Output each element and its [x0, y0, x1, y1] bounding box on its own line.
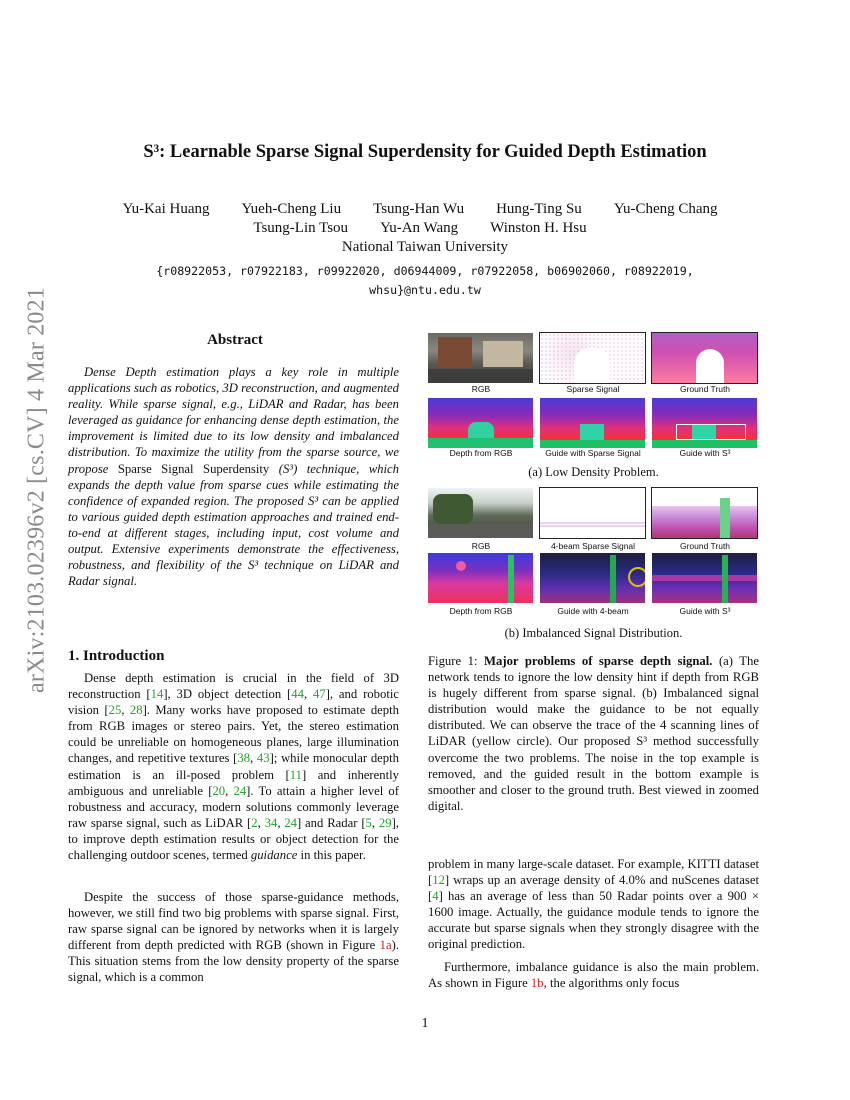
citation-link[interactable]: 43: [256, 751, 270, 766]
intro-paragraph-1: Dense depth estimation is crucial in the field of 3D reconstruction [14], 3D object detection [44, 47], and robotic vision [25, 28]. Many works have proposed to estimate depth from RGB images or stereo pairs. Yet, the stereo estimation could be unreliable on homogeneous planes, large illumination changes, and repetitive textures [38, 43]; while monocular depth estimation is an ill-posed problem [11] and inherently ambiguous and unreliable [20, 24]. To attain a higher level of robustness and accuracy, modern solutions commonly leverage raw sparse signal, such as LiDAR [2, 34, 24] and Radar [5, 29], to improve depth estimation results or object detection for the challenging outdoor scenes, termed guidance in this paper.: [68, 671, 400, 863]
figure-image-sparse-a: [540, 333, 645, 383]
right-paragraph-2: Furthermore, imbalance guidance is also the main problem. As shown in Figure 1b, the algorithms only focus: [428, 960, 759, 991]
figure-label: Guide with 4-beam: [557, 606, 629, 616]
author-name: Yueh-Cheng Liu: [241, 201, 342, 217]
citation-link[interactable]: 38: [237, 751, 251, 766]
figure-label: Ground Truth: [679, 384, 731, 394]
citation-link[interactable]: 4: [432, 889, 439, 904]
figure-label: Depth from RGB: [449, 448, 513, 458]
caption-bold: Major problems of sparse depth signal.: [484, 654, 713, 668]
citation-link[interactable]: 25: [108, 703, 122, 718]
figure-image-rgb-b: [428, 488, 533, 538]
citation-link[interactable]: 47: [313, 687, 326, 702]
figure-image-gt-a: [652, 333, 757, 383]
figure-image-guide-sparse-a: [540, 398, 645, 448]
figure-image-guide-s3-a: [652, 398, 757, 448]
section-heading: 1. Introduction: [68, 648, 165, 664]
figure-image-rgb-a: [428, 333, 533, 383]
citation-link[interactable]: 29: [378, 815, 392, 830]
figure-label: Guide with Sparse Signal: [545, 448, 641, 458]
figure-image-gt-b: [652, 488, 757, 538]
citation-link[interactable]: 2: [251, 815, 258, 830]
author-name: Yu-Kai Huang: [122, 201, 210, 217]
yellow-circle-marker: [628, 567, 645, 587]
citation-link[interactable]: 14: [150, 687, 164, 702]
author-name: Yu-An Wang: [380, 220, 459, 236]
figure-ref-link[interactable]: 1b: [530, 976, 544, 991]
figure-ref-link[interactable]: 1a: [379, 938, 392, 953]
abstract-heading: Abstract: [207, 332, 263, 348]
abstract-part1: Dense Depth estimation plays a key role in multiple applications such as robotics, 3D reconstruction, and augmented reality. While sparse signal, e.g., LiDAR and Radar, has been leveraged as guidance for enhancing dense depth estimation, the improvement is limited due to its low density and imbalanced distribution. To maximize the utility from the sparse source, we propose: [68, 365, 399, 476]
figure-image-guide-s3-b: [652, 553, 757, 603]
paper-title: S³: Learnable Sparse Signal Superdensity for Guided Depth Estimation: [143, 142, 707, 162]
page-number: 1: [421, 1016, 429, 1031]
citation-link[interactable]: 24: [284, 815, 297, 830]
figure-label: Depth from RGB: [449, 606, 513, 616]
figure-label: Guide with S³: [679, 606, 731, 616]
email-line-1: {r08922053, r07922183, r09922020, d06944009, r07922058, b06902060, r08922019,: [156, 264, 694, 278]
affiliation: National Taiwan University: [341, 239, 509, 255]
citation-link[interactable]: 28: [129, 703, 143, 718]
subfigure-caption-b: (b) Imbalanced Signal Distribution.: [504, 626, 683, 640]
figure-label: Guide with S³: [679, 448, 731, 458]
citation-link[interactable]: 44: [291, 687, 304, 702]
author-list-row2: [70, 220, 770, 237]
citation-link[interactable]: 20: [212, 783, 226, 798]
subfigure-caption-a: (a) Low Density Problem.: [528, 465, 659, 479]
figure-label: 4-beam Sparse Signal: [550, 541, 636, 551]
caption-text: (a) The network tends to ignore the low density hint if depth from RGB is hugely different from sparse signal. (b) Imbalanced signal distribution would make the guidance to be not equally distributed. We can observe the trace of the 4 scanning lines of LiDAR (yellow circle). Our proposed S³ method successfully overcome the two problems. The noise in the top example is removed, and the guided result in the bottom example is smoother and closer to the ground truth. Best viewed in zoomed digital.: [428, 654, 760, 813]
author-list-row1: [70, 201, 770, 218]
figure-label: RGB: [471, 384, 491, 394]
author-name: Tsung-Lin Tsou: [253, 220, 349, 236]
figure-label: RGB: [471, 541, 491, 551]
figure-image-depth-a: [428, 398, 533, 448]
abstract-part2: (S³) technique, which expands the depth value from sparse cues while estimating the confidence of expanded region. The proposed S³ can be applied to various guided depth estimation approaches and trained end-to-end at different stages, including input, cost volume and output. Extensive experiments demonstrate the effectiveness, robustness, and flexibility of the S³ technique on LiDAR and Radar signal.: [68, 461, 399, 589]
figure-label: Ground Truth: [679, 541, 731, 551]
figure-image-depth-b: [428, 553, 533, 603]
arxiv-id: arXiv:2103.02396v2 [cs.CV] 4 Mar 2021: [23, 286, 50, 694]
abstract-text: [68, 364, 399, 589]
citation-link[interactable]: 11: [289, 767, 302, 782]
author-name: Yu-Cheng Chang: [613, 201, 718, 217]
figure-image-sparse-b: [540, 488, 645, 538]
email-line-2: whsu}@ntu.edu.tw: [369, 283, 481, 297]
figure-image-guide-4beam-b: [540, 553, 645, 603]
abstract-term: Sparse Signal Superdensity: [117, 461, 270, 476]
author-name: Hung-Ting Su: [496, 201, 582, 217]
citation-link[interactable]: 5: [365, 815, 372, 830]
author-name: Tsung-Han Wu: [373, 201, 465, 217]
right-paragraph-1: problem in many large-scale dataset. For example, KITTI dataset [12] wraps up an average density of 4.0% and nuScenes dataset [4] has an average of less than 50 Radar points over a 900 × 1600 image. Actually, the guidance module tends to ignore the accurate but sparse signals when they strongly disagree with the original prediction.: [428, 857, 759, 952]
author-name: Winston H. Hsu: [490, 220, 587, 236]
figure-label: Sparse Signal: [566, 384, 620, 394]
citation-link[interactable]: 12: [432, 873, 445, 888]
intro-paragraph-2: Despite the success of those sparse-guidance methods, however, we still find two big problems with sparse signal. First, raw sparse signal can be ignored by networks when it is largely different from depth predicted with RGB (shown in Figure 1a). This situation stems from the low density property of the sparse signal, which is a common: [68, 890, 400, 985]
figure-caption: [428, 653, 759, 814]
citation-link[interactable]: 24: [233, 783, 247, 798]
arxiv-stamp: [12, 286, 62, 694]
caption-label: Figure 1:: [428, 654, 478, 668]
citation-link[interactable]: 34: [264, 815, 278, 830]
